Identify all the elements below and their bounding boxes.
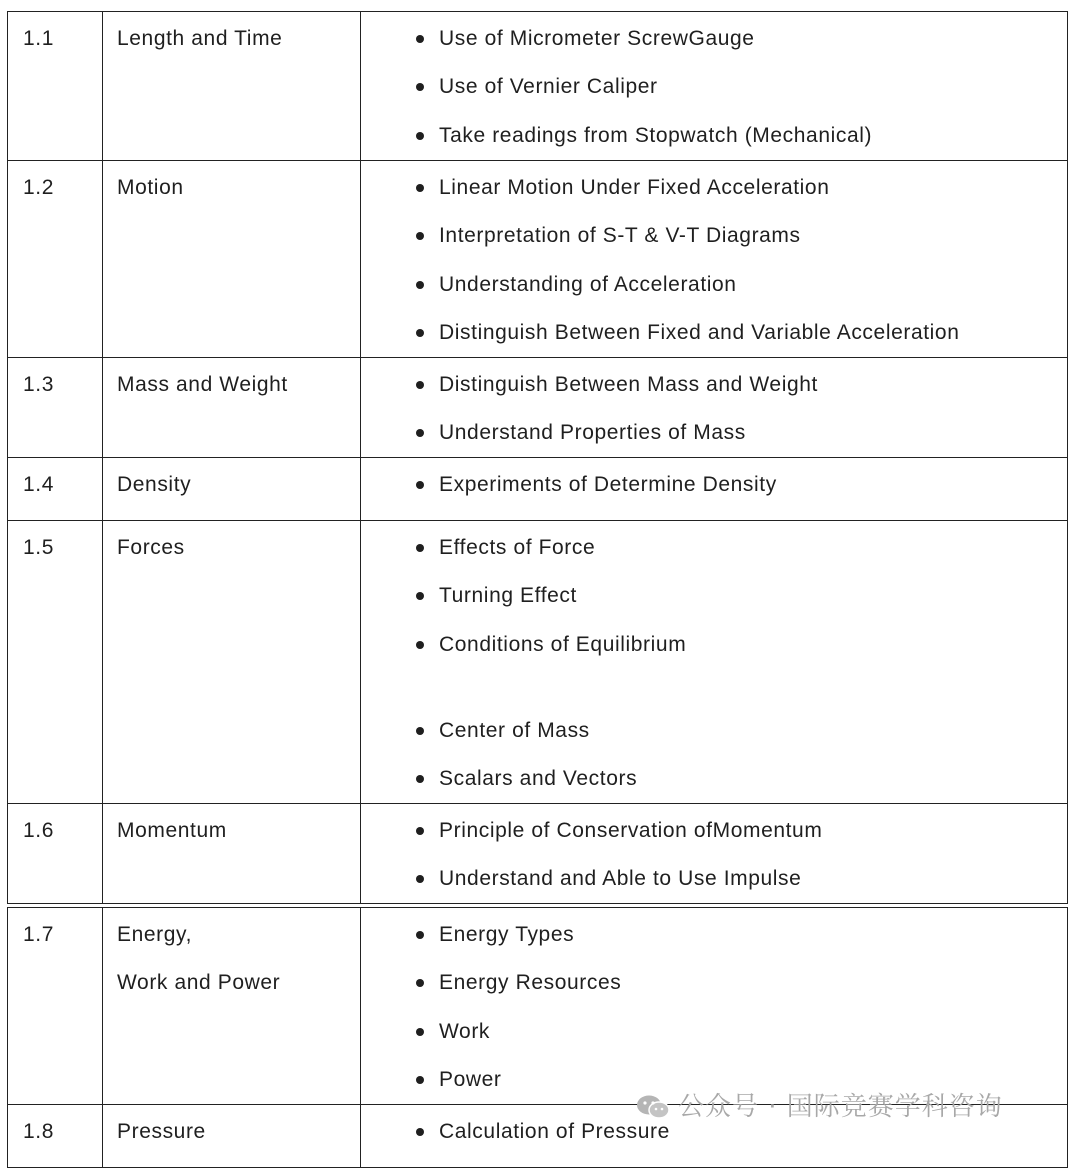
subtopic-list xyxy=(416,371,1067,457)
section-subtopics xyxy=(361,803,1068,903)
topic-line: Density xyxy=(117,473,192,497)
section-topic xyxy=(103,908,361,1105)
section-number: 1.1 xyxy=(8,12,103,161)
list-item xyxy=(416,969,1067,1017)
section-row xyxy=(8,160,1068,357)
section-number: 1.6 xyxy=(8,803,103,903)
bullet-icon xyxy=(416,641,424,649)
subtopic-list xyxy=(416,471,1067,509)
topic-line: Energy, xyxy=(117,923,193,946)
syllabus-table-part-1 xyxy=(7,11,1068,904)
bullet-icon xyxy=(416,875,424,883)
subtopic-list xyxy=(416,921,1067,1104)
section-row xyxy=(8,458,1068,520)
list-item-text: Understanding of Acceleration xyxy=(439,272,737,296)
list-item-text: Distinguish Between Fixed and Variable Acceleration xyxy=(439,320,960,344)
bullet-icon xyxy=(416,592,424,600)
section-topic xyxy=(103,458,361,520)
section-topic xyxy=(103,357,361,457)
section-subtopics xyxy=(361,357,1068,457)
section-number: 1.4 xyxy=(8,458,103,520)
bullet-icon xyxy=(416,727,424,735)
topic-line: Length and Time xyxy=(117,27,283,50)
section-number: 1.8 xyxy=(8,1105,103,1167)
topic-line: Pressure xyxy=(117,1120,206,1144)
list-item-text: Understand Properties of Mass xyxy=(439,421,746,445)
bullet-icon xyxy=(416,775,424,783)
bullet-icon xyxy=(416,481,424,489)
list-item-text: Use of Vernier Caliper xyxy=(439,75,658,99)
bullet-icon xyxy=(416,132,424,140)
bullet-icon xyxy=(416,1028,424,1036)
list-item xyxy=(416,271,1067,319)
subtopic-list xyxy=(416,1118,1067,1156)
list-item xyxy=(416,73,1067,121)
bullet-icon xyxy=(416,931,424,939)
list-item xyxy=(416,631,1067,679)
wechat-watermark xyxy=(636,1086,1003,1123)
section-topic xyxy=(103,1105,361,1167)
list-item-text: Scalars and Vectors xyxy=(439,766,638,790)
list-item xyxy=(416,582,1067,630)
subtopic-list xyxy=(416,817,1067,903)
subtopic-list xyxy=(416,174,1067,357)
bullet-icon xyxy=(416,281,424,289)
topic-line: Forces xyxy=(117,535,185,559)
list-item-text: Effects of Force xyxy=(439,535,596,559)
list-item xyxy=(416,717,1067,765)
list-item-text: Linear Motion Under Fixed Acceleration xyxy=(439,175,830,199)
list-item xyxy=(416,419,1067,457)
list-item xyxy=(416,319,1067,357)
section-subtopics xyxy=(361,12,1068,161)
list-item-text: Interpretation of S-T & V-T Diagrams xyxy=(439,224,801,248)
bullet-icon xyxy=(416,429,424,437)
watermark-text: 公众号 · 国际竞赛学科咨询 xyxy=(678,1092,1003,1122)
topic-line: Work and Power xyxy=(117,971,281,995)
section-subtopics xyxy=(361,160,1068,357)
list-item-text: Energy Types xyxy=(439,923,575,946)
subtopic-list xyxy=(416,534,1067,803)
section-number: 1.3 xyxy=(8,357,103,457)
list-item xyxy=(416,765,1067,803)
list-item xyxy=(416,534,1067,582)
bullet-icon xyxy=(416,544,424,552)
section-topic xyxy=(103,520,361,803)
list-item-text: Calculation of Pressure xyxy=(439,1120,670,1144)
section-subtopics xyxy=(361,458,1068,520)
bullet-icon xyxy=(416,184,424,192)
syllabus-table-part-2 xyxy=(7,907,1068,1168)
section-row xyxy=(8,908,1068,1105)
section-row xyxy=(8,803,1068,903)
bullet-icon xyxy=(416,329,424,337)
list-item xyxy=(416,174,1067,222)
bullet-icon xyxy=(416,1076,424,1084)
list-item-text: Understand and Able to Use Impulse xyxy=(439,867,802,891)
list-item xyxy=(416,471,1067,509)
list-item-text: Experiments of Determine Density xyxy=(439,473,777,497)
list-item xyxy=(416,1018,1067,1066)
list-spacer xyxy=(416,679,1067,717)
section-topic xyxy=(103,160,361,357)
section-number: 1.5 xyxy=(8,520,103,803)
section-row xyxy=(8,12,1068,161)
topic-line: Momentum xyxy=(117,818,227,842)
section-row xyxy=(8,357,1068,457)
section-subtopics xyxy=(361,520,1068,803)
list-item xyxy=(416,122,1067,160)
list-item xyxy=(416,921,1067,969)
list-item-text: Principle of Conservation ofMomentum xyxy=(439,818,823,842)
list-item-text: Use of Micrometer ScrewGauge xyxy=(439,27,755,50)
section-number: 1.7 xyxy=(8,908,103,1105)
bullet-icon xyxy=(416,979,424,987)
subtopic-list xyxy=(416,25,1067,160)
bullet-icon xyxy=(416,381,424,389)
bullet-icon xyxy=(416,35,424,43)
list-item-text: Take readings from Stopwatch (Mechanical) xyxy=(439,123,873,147)
bullet-icon xyxy=(416,827,424,835)
section-topic xyxy=(103,803,361,903)
bullet-icon xyxy=(416,232,424,240)
list-item xyxy=(416,222,1067,270)
list-item xyxy=(416,371,1067,419)
section-subtopics xyxy=(361,908,1068,1105)
list-item-text: Distinguish Between Mass and Weight xyxy=(439,372,818,396)
list-item-text: Energy Resources xyxy=(439,971,622,995)
bullet-icon xyxy=(416,1128,424,1136)
list-item xyxy=(416,1118,1067,1156)
bullet-icon xyxy=(416,83,424,91)
list-item-text: Turning Effect xyxy=(439,584,577,608)
list-item-text: Conditions of Equilibrium xyxy=(439,632,687,656)
section-row xyxy=(8,520,1068,803)
topic-line: Mass and Weight xyxy=(117,372,288,396)
list-item xyxy=(416,865,1067,903)
list-item-text: Work xyxy=(439,1019,491,1043)
list-item xyxy=(416,817,1067,865)
section-topic xyxy=(103,12,361,161)
section-number: 1.2 xyxy=(8,160,103,357)
list-item-text: Power xyxy=(439,1068,502,1092)
list-item-text: Center of Mass xyxy=(439,718,590,742)
list-item xyxy=(416,25,1067,73)
wechat-icon xyxy=(636,1094,670,1120)
topic-line: Motion xyxy=(117,175,184,199)
